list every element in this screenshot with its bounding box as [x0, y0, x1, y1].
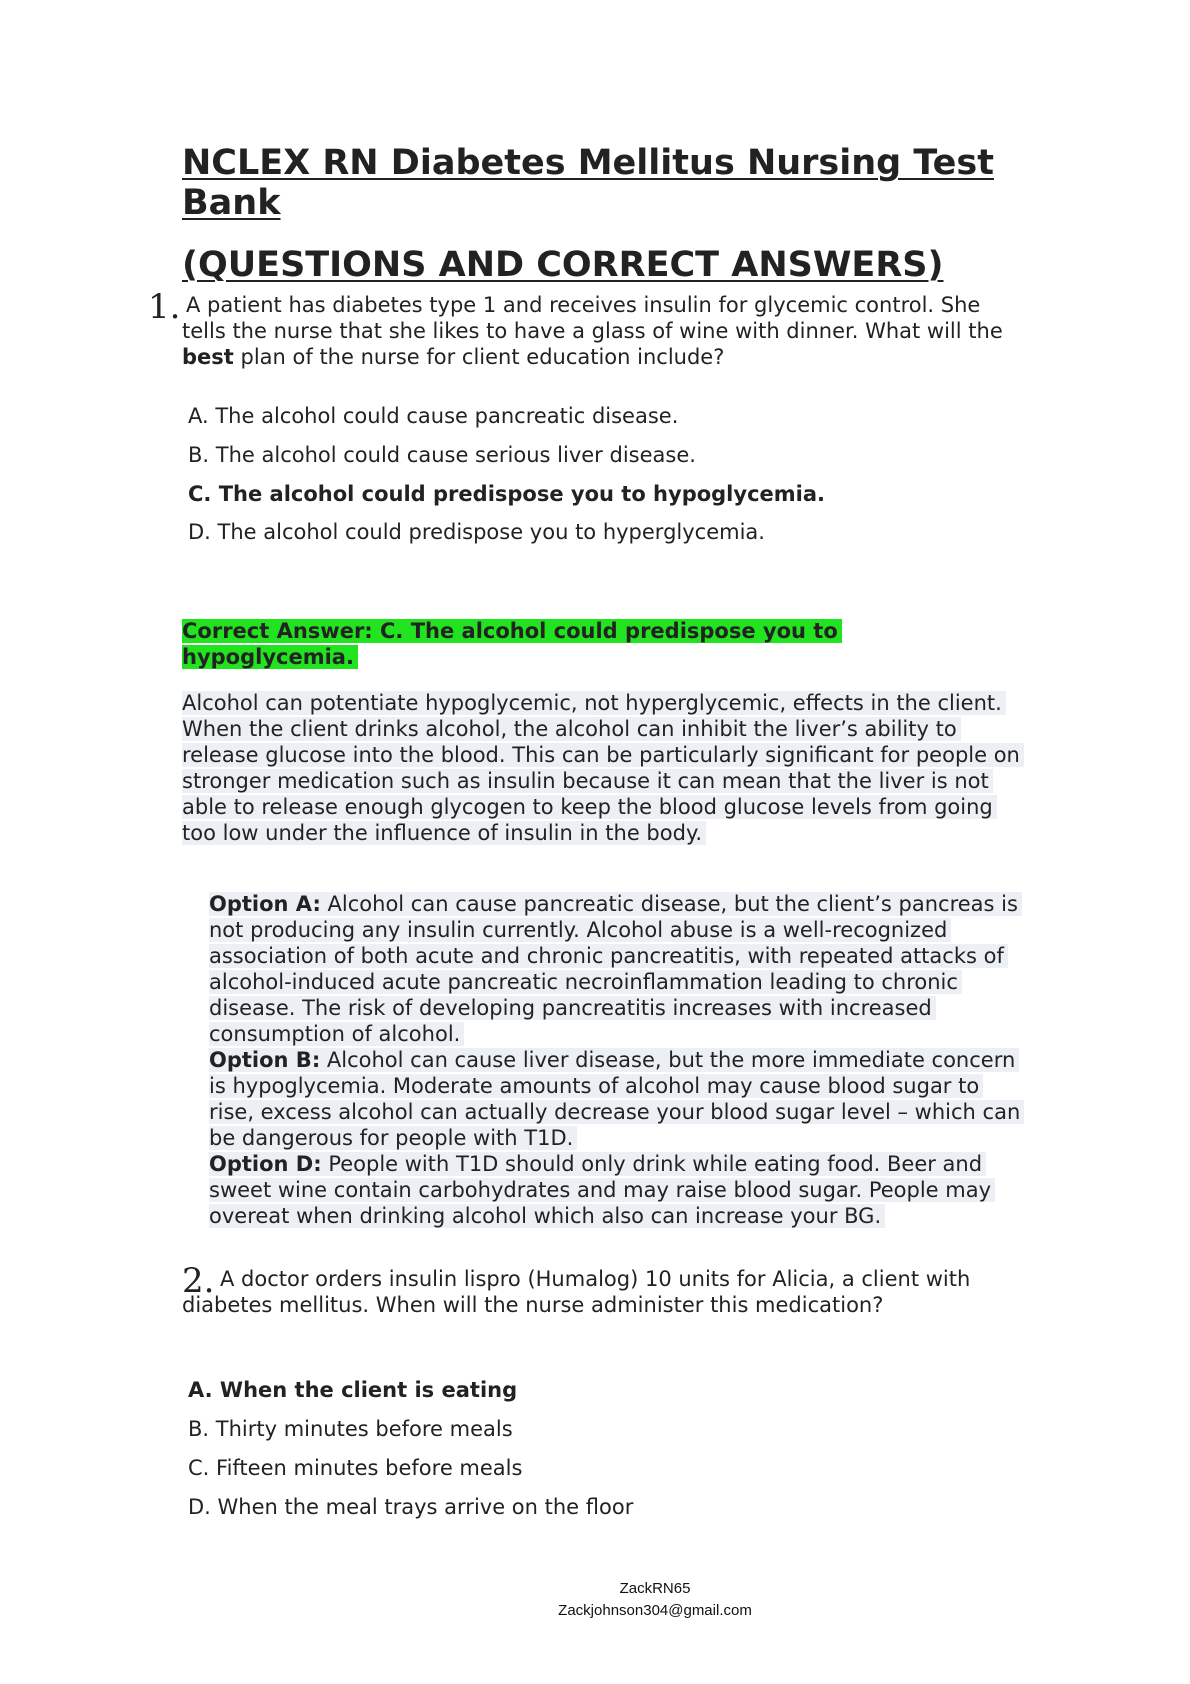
answer-option-c: C. Fifteen minutes before meals	[188, 1456, 523, 1480]
correct-answer-text: Correct Answer: C. The alcohol could predispose you to hypoglycemia.	[182, 619, 842, 669]
explanation-text: Alcohol can potentiate hypoglycemic, not hyperglycemic, effects in the client. When the client drinks alcohol, the alcohol can inhibit the liver’s ability to release glucose into the blood. This can be particularly significant for people on stronger medication such as insulin because it can mean that the liver is not able to release enough glycogen to keep the blood glucose levels from going too low under the influence of insulin in the body.	[182, 691, 1024, 845]
rationale-text: People with T1D should only drink while eating food. Beer and sweet wine contain carbohydrates and may raise blood sugar. People may overeat when drinking alcohol which also can increase your BG.	[209, 1152, 992, 1228]
answer-option-d: D. When the meal trays arrive on the floor	[188, 1495, 634, 1519]
question-number: 2.	[182, 1261, 215, 1301]
document-subtitle: (QUESTIONS AND CORRECT ANSWERS)	[182, 245, 944, 285]
rationale-label: Option B:	[209, 1048, 321, 1072]
option-rationales	[209, 891, 1024, 1229]
question-text: A doctor orders insulin lispro (Humalog) 10 units for Alicia, a client with diabetes mellitus. When will the nurse administer this medication?	[182, 1267, 971, 1317]
footer-email: Zackjohnson304@gmail.com	[558, 1602, 752, 1619]
rationale-option-a	[209, 891, 1024, 1047]
answer-option-a: A. When the client is eating	[188, 1378, 518, 1402]
answer-option-c: C. The alcohol could predispose you to hypoglycemia.	[188, 482, 825, 506]
answer-option-d: D. The alcohol could predispose you to hyperglycemia.	[188, 520, 765, 544]
rationale-label: Option A:	[209, 892, 321, 916]
question-text	[182, 292, 1022, 370]
rationale-text: Alcohol can cause liver disease, but the more immediate concern is hypoglycemia. Moderate amounts of alcohol may cause blood sugar to rise, excess alcohol can actually decrease your blood sugar level – which can be dangerous for people with T1D.	[209, 1048, 1021, 1150]
document-title: NCLEX RN Diabetes Mellitus Nursing Test Bank	[182, 143, 994, 223]
rationale-label: Option D:	[209, 1152, 322, 1176]
explanation-paragraph	[182, 690, 1022, 846]
question-number: 1.	[148, 287, 181, 327]
question-text-part2: plan of the nurse for client education include?	[233, 345, 725, 369]
answer-option-b: B. The alcohol could cause serious liver disease.	[188, 443, 696, 467]
rationale-text: Alcohol can cause pancreatic disease, but the client’s pancreas is not producing any insulin currently. Alcohol abuse is a well-recognized association of both acute and chronic pancreatitis, with repeated attacks of alcohol-induced acute pancreatic necroinflammation leading to chronic disease. The risk of developing pancreatitis increases with increased consumption of alcohol.	[209, 892, 1018, 1046]
answer-option-b: B. Thirty minutes before meals	[188, 1417, 513, 1441]
question-text-part1: A patient has diabetes type 1 and receives insulin for glycemic control. She tells the nurse that she likes to have a glass of wine with dinner. What will the	[182, 293, 1003, 343]
answer-option-a: A. The alcohol could cause pancreatic disease.	[188, 404, 679, 428]
footer-author: ZackRN65	[619, 1580, 691, 1597]
rationale-option-d	[209, 1151, 1024, 1229]
correct-answer-highlight	[182, 618, 882, 670]
question-text-emphasis: best	[182, 345, 234, 369]
rationale-option-b	[209, 1047, 1024, 1151]
